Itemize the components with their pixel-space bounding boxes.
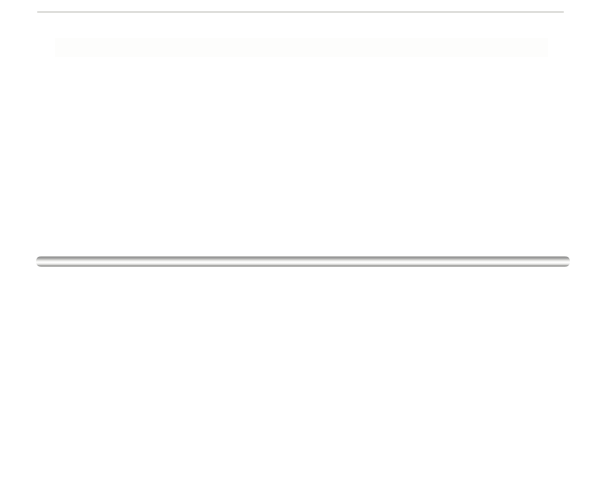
header-check-t <box>379 40 394 56</box>
header-description <box>114 40 297 56</box>
header-payment-debit <box>297 40 362 56</box>
header-balance <box>462 40 548 56</box>
header-fee <box>362 40 379 56</box>
register-header-row <box>55 38 548 57</box>
spiral-binding-fold <box>36 256 570 267</box>
register-table-bottom <box>55 268 548 468</box>
header-deposit-credit <box>394 40 462 56</box>
register-table-top <box>55 38 548 257</box>
page-top-edge <box>37 11 564 13</box>
header-date <box>88 40 114 56</box>
header-item-no <box>55 40 88 56</box>
